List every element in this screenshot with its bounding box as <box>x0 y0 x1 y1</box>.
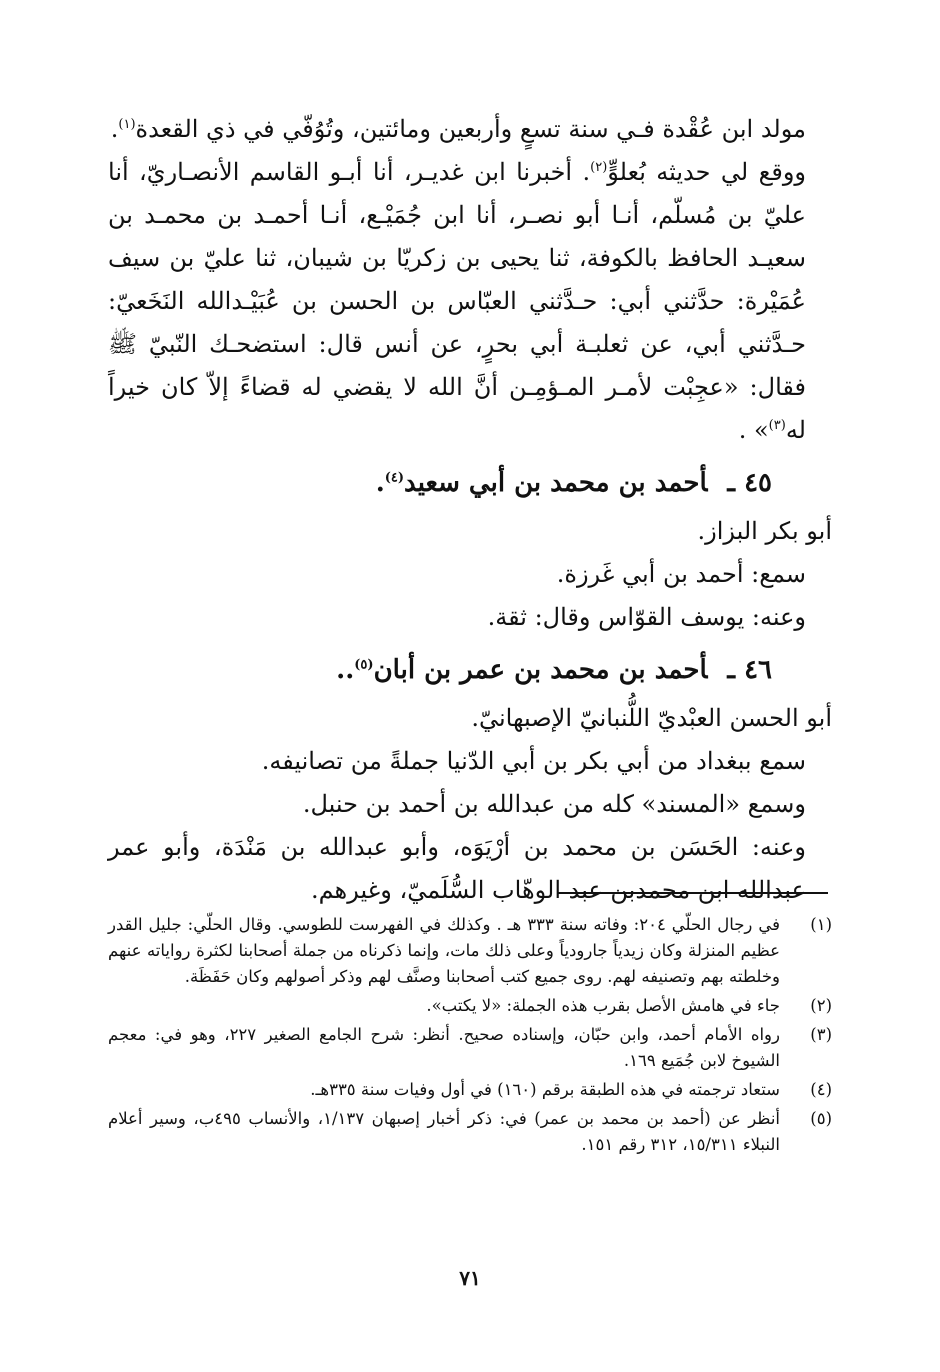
footnote <box>108 1106 832 1158</box>
entry-46-students: وعنه: الحَسَن بن محمد بن أرْيَوَه، وأبو عبدالله بن مَنْدَة، وأبو عمر عبدالله ابن محمدبن عبد الوهّاب السُّلَميّ، وغيرهم. <box>108 833 807 904</box>
hadith-intro: ووقع لي حديثه بُعلوٍّ <box>607 158 807 186</box>
paragraph-hadith <box>108 151 832 452</box>
footnotes <box>108 912 832 1161</box>
page-number: ٧١ <box>459 1266 481 1290</box>
birth-text: مولد ابن عُقْدة فـي سنة تسعٍ وأربعين ومائتين، وتُوُفّي في ذي القعدة <box>135 115 806 143</box>
entry-45-end: . <box>375 468 385 498</box>
entry-45-line: وعنه: يوسف القوّاس وقال: ثقة. <box>487 603 806 631</box>
footnote-text: في رجال الحلّي ٢٠٤: وفاته سنة ٣٣٣ هـ . وكذلك في الفهرست للطوسي. وقال الحلّي: جليل القدر عظيم المنزلة وكان زيدياً جارودياً وعلى ذلك مات، وإنما ذكرناه من جملة أصحابنا لكثرة رواياته عنهم وخلطته بهم وتصنيفه لهم. روى جميع كتب أصحابنا وصنَّف لهم وذكر أصولهم وكان حَفَظَة. <box>108 915 781 986</box>
birth-end: . <box>110 115 119 143</box>
footnote-text: أنظر عن (أحمد بن محمد بن عمر) في: ذكر أخبار إصبهان ١/١٣٧، والأنساب ٤٩٥ب، وسير أعلام النبلاء ١٥/٣١١، ٣١٢ رقم ١٥١. <box>108 1109 781 1154</box>
footnote-divider <box>558 892 828 894</box>
footnote <box>108 993 832 1019</box>
footnote-number: (٤) <box>810 1080 832 1099</box>
footnote-number: (٢) <box>810 996 832 1015</box>
entry-46-number: ٤٦ ـ <box>727 655 772 685</box>
footnote-ref-4: (٤) <box>384 470 405 486</box>
paragraph-birth <box>108 108 832 151</box>
footnote-number: (٣) <box>810 1025 832 1044</box>
entry-46-end: .. <box>336 655 355 685</box>
entry-45-line: سمع: أحمد بن أبي غَرزة. <box>556 560 806 588</box>
footnote-text: جاء في هامش الأصل بقرب هذه الجملة: «لا يكتب». <box>426 996 780 1015</box>
entry-45-line: أبو بكر البزاز. <box>697 517 832 545</box>
entry-46-name: أحمد بن محمد بن عمر بن أبان <box>373 655 708 685</box>
main-text <box>108 108 832 912</box>
footnote-ref-5: (٥) <box>354 657 374 673</box>
footnote <box>108 1077 832 1103</box>
footnote-text: ستعاد ترجمته في هذه الطبقة برقم (١٦٠) في أول وفيات سنة ٣٣٥هـ. <box>310 1080 780 1099</box>
entry-46-line: أبو الحسن العبْديّ اللُّنبانيّ الإصبهانيّ. <box>471 704 832 732</box>
entry-46-line: وسمع «المسند» كله من عبدالله بن أحمد بن حنبل. <box>302 790 806 818</box>
entry-46-heading <box>108 647 832 693</box>
footnote-number: (١) <box>810 915 832 934</box>
entry-45-name: أحمد بن محمد بن أبي سعيد <box>404 468 708 498</box>
hadith-text: . أخبرنا ابن غديـر، أنا أبـو القاسم الأنصـاريّ، أنا عليّ بن مُسلّم، أنـا أبو نصـر، أنا ابن جُمَيْـع، أنـا أحمـد بن محمـد بن سعيـد الحافظ بالكوفة، ثنا يحيى بن زكريّا بن شيبان، ثنا عليّ بن سيف عُمَيْرة: حدَّثني أبي: حـدَّثني العبّاس بن الحسن بن عُبَيْـدالله النَخَعيّ: حـدَّثني أبي، عن ثعلبـة أبي بحرٍ، عن أنس قال: استضحـك النّبيّ ﷺ فقال: «عجِبْت لأمـر المـؤمِـن أنَّ الله لا يقضي له قضاءً إلاّ كان خيراً له <box>108 158 806 444</box>
entry-45-heading <box>108 460 832 506</box>
footnote <box>108 912 832 990</box>
entry-46-line: سمع ببغداد من أبي بكر بن أبي الدّنيا جملةً من تصانيفه. <box>261 747 806 775</box>
footnote-ref-2: (٢) <box>590 160 608 175</box>
footnote-ref-1: (١) <box>118 117 136 132</box>
footnote <box>108 1022 832 1074</box>
footnote-number: (٥) <box>810 1109 832 1128</box>
hadith-end: » . <box>738 416 769 444</box>
entry-45-number: ٤٥ ـ <box>727 468 772 498</box>
footnote-ref-3: (٣) <box>768 418 786 433</box>
footnote-text: رواه الأمام أحمد، وابن حبّان، وإسناده صحيح. أنظر: شرح الجامع الصغير ٢٢٧، وهو في: معجم الشيوخ لابن جُمَيع ١٦٩. <box>108 1025 780 1070</box>
